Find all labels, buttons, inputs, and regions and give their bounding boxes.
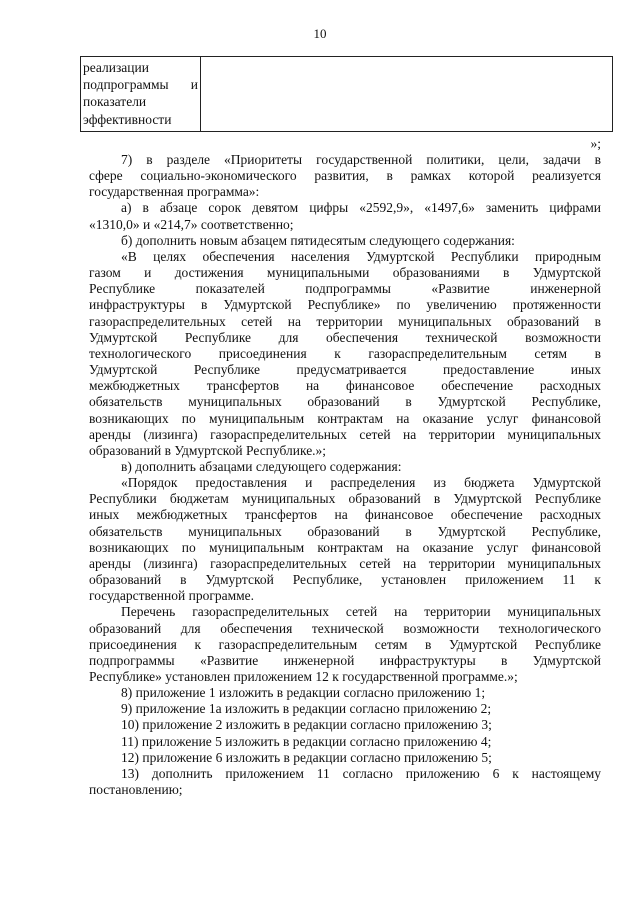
text-line: обязательств муниципальных образований в Удмуртской Республике, [89,394,601,410]
paragraph-item-9 [89,701,601,717]
text-line: сфере социально-экономического развития, в рамках которой реализуется [89,168,601,184]
text-line: 9) приложение 1а изложить в редакции согласно приложению 2; [121,701,492,717]
text-line: образований в Удмуртской Республике.»; [89,442,327,458]
text-line: Удмуртской Республике предусматривается предоставление иных [89,362,601,378]
text-line: б) дополнить новым абзацем пятидесятым следующего содержания: [121,232,515,248]
text-line: обязательств муниципальных образований в Удмуртской Республике, [89,523,601,539]
text-line: Удмуртской Республике для обеспечения технической возможности [89,329,601,345]
paragraph-quote-list [89,604,601,685]
text-line: 7) в разделе «Приоритеты государственной политики, цели, задачи в [121,152,601,167]
text-line: инфраструктуры в Удмуртской Республике» по увеличению протяженности [89,297,601,313]
text-line: «1310,0» и «214,7» соответственно; [89,216,294,232]
text-line: Республике» установлен приложением 12 к государственной программе.»; [89,669,518,684]
table-row [81,57,613,132]
text-line: возникающих по муниципальным контрактам на оказание услуг финансовой [89,539,601,555]
paragraph-item-12 [89,750,601,766]
text-line: Республики бюджетам муниципальных образований в Удмуртской Республике [89,491,601,507]
paragraph-item-8 [89,685,601,701]
paragraph-quote-order [89,475,601,604]
text-line: образований для обеспечения технической возможности технологического [89,620,601,636]
table-cell-line: реализации [83,60,149,75]
paragraph-item-7v [89,459,601,475]
text-line: постановлению; [89,782,183,798]
text-line: 8) приложение 1 изложить в редакции согласно приложению 1; [121,685,486,701]
text-line: возникающих по муниципальным контрактам на оказание услуг финансовой [89,410,601,426]
text-line: межбюджетных трансфертов на финансовое обеспечение расходных [89,378,601,394]
document-body [89,152,601,798]
table-cell-content [201,57,613,132]
paragraph-quote-50 [89,249,601,459]
text-line: иных межбюджетных трансфертов на финансовое обеспечение расходных [89,507,601,523]
text-line: технологического присоединения к газораспределительным сетям в [89,345,601,361]
table-cell-label [81,57,201,132]
text-line: 11) приложение 5 изложить в редакции согласно приложению 4; [121,733,492,749]
paragraph-item-13 [89,766,601,798]
text-line: в) дополнить абзацами следующего содержания: [121,458,402,474]
text-line: аренды (лизинга) газораспределительных сетей на территории муниципальных [89,555,601,571]
text-line: аренды (лизинга) газораспределительных сетей на территории муниципальных [89,426,601,442]
table-cell-line: подпрограммы и [83,77,198,93]
closing-quote-mark: »; [590,136,601,151]
text-line: Перечень газораспределительных сетей на территории муниципальных [121,604,601,620]
text-line: присоединения к газораспределительным сетям в Удмуртской Республике [89,636,601,652]
text-line: газораспределительных сетей на территории муниципальных образований в [89,313,601,329]
table-cell-line: эффективности [83,111,172,127]
table-cell-line: показатели [83,94,147,110]
paragraph-item-7a [89,200,601,232]
text-line: государственной программе. [89,588,255,604]
text-line: Республике показателей подпрограммы «Развитие инженерной [89,281,601,297]
text-line: газом и достижения муниципальными образованиями в Удмуртской [89,265,601,281]
paragraph-item-7b [89,233,601,249]
text-line: «Порядок предоставления и распределения из бюджета Удмуртской [121,475,601,491]
paragraph-item-7 [89,152,601,200]
paragraph-item-11 [89,734,601,750]
continuation-table [80,56,613,132]
text-line: 13) дополнить приложением 11 согласно приложению 6 к настоящему [121,765,601,781]
text-line: 10) приложение 2 изложить в редакции согласно приложению 3; [121,717,492,733]
text-line: подпрограммы «Развитие инженерной инфраструктуры в Удмуртской [89,652,601,668]
text-line: «В целях обеспечения населения Удмуртской Республики природным [121,248,601,264]
text-line: государственная программа»: [89,184,260,200]
text-line: а) в абзаце сорок девятом цифры «2592,9», «1497,6» заменить цифрами [121,200,601,216]
text-line: образований в Удмуртской Республике, установлен приложением 11 к [89,572,601,588]
paragraph-item-10 [89,717,601,733]
text-line: 12) приложение 6 изложить в редакции согласно приложению 5; [121,749,492,765]
page-number: 10 [313,26,327,41]
